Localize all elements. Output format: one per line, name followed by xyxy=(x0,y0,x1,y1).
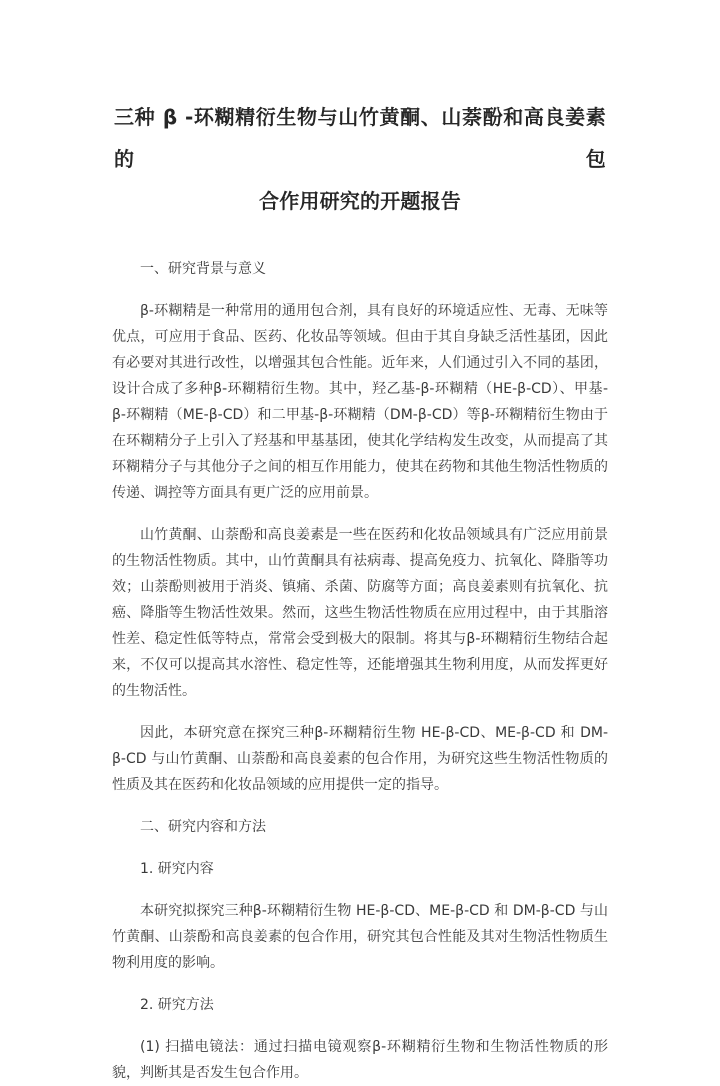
spacer xyxy=(112,506,608,522)
section-heading-1: 一、研究背景与意义 xyxy=(140,261,266,277)
paragraph: β-环糊精是一种常用的通用包合剂，具有良好的环境适应性、无毒、无味等优点，可应用于食品、医药、化妆品等领域。但由于其自身缺乏活性基团，因此有必要对其进行改性，以增强其包合性能。近年来，人们通过引入不同的基团，设计合成了多种β-环糊精衍生物。其中，羟乙基-β-环糊精（HE-β-CD）、甲基-β-环糊精（ME-β-CD）和二甲基-β-环糊精（DM-β-CD）等β-环糊精衍生物由于在环糊精分子上引入了羟基和甲基基团，使其化学结构发生改变，从而提高了其环糊精分子与其他分子之间的相互作用能力，使其在药物和其他生物活性物质的传递、调控等方面具有更广泛的应用前景。 xyxy=(112,303,608,501)
spacer xyxy=(112,976,608,992)
paragraph: (1) 扫描电镜法：通过扫描电镜观察β-环糊精衍生物和生物活性物质的形貌，判断其是否发生包合作用。 xyxy=(112,1039,608,1081)
spacer xyxy=(112,882,608,898)
subsection-heading-research-content: 1. 研究内容 xyxy=(140,861,214,877)
spacer xyxy=(112,282,608,298)
paragraph: 因此，本研究意在探究三种β-环糊精衍生物 HE-β-CD、ME-β-CD 和 DM-β-CD 与山竹黄酮、山萘酚和高良姜素的包合作用，为研究这些生物活性物质的性质及其在医药和化妆品领域的应用提供一定的指导。 xyxy=(112,725,608,793)
spacer-after-title xyxy=(112,222,608,256)
spacer xyxy=(112,704,608,720)
document-content xyxy=(112,0,608,1086)
spacer xyxy=(112,1018,608,1034)
page-title xyxy=(112,0,608,222)
section-heading-2: 二、研究内容和方法 xyxy=(140,819,266,835)
paragraph: 山竹黄酮、山萘酚和高良姜素是一些在医药和化妆品领域具有广泛应用前景的生物活性物质。其中，山竹黄酮具有祛病毒、提高免疫力、抗氧化、降脂等功效；山萘酚则被用于消炎、镇痛、杀菌、防腐等方面；高良姜素则有抗氧化、抗癌、降脂等生物活性效果。然而，这些生物活性物质在应用过程中，由于其脂溶性差、稳定性低等特点，常常会受到极大的限制。将其与β-环糊精衍生物结合起来，不仅可以提高其水溶性、稳定性等，还能增强其生物利用度，从而发挥更好的生物活性。 xyxy=(112,527,608,699)
page-title-line-2: 合作用研究的开题报告 xyxy=(259,189,461,213)
page-title-line-1: 三种 β -环糊精衍生物与山竹黄酮、山萘酚和高良姜素的包 xyxy=(114,105,606,171)
spacer xyxy=(112,798,608,814)
spacer xyxy=(112,840,608,856)
subsection-heading-research-method: 2. 研究方法 xyxy=(140,997,214,1013)
paragraph: 本研究拟探究三种β-环糊精衍生物 HE-β-CD、ME-β-CD 和 DM-β-CD 与山竹黄酮、山萘酚和高良姜素的包合作用，研究其包合性能及其对生物活性物质生物利用度的影响。 xyxy=(112,903,608,971)
